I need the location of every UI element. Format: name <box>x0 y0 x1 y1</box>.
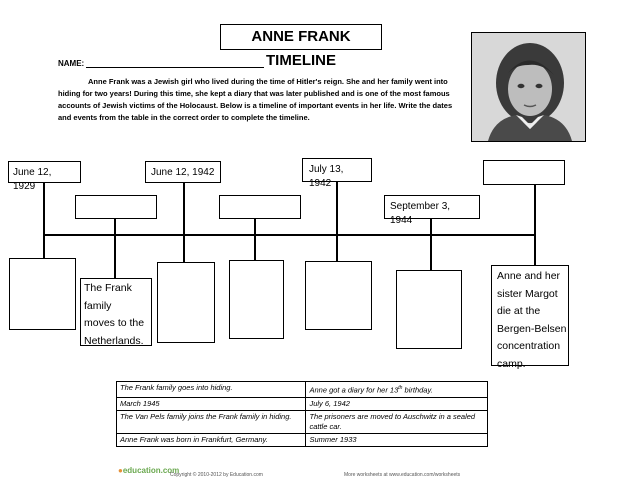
timeline-stem <box>430 219 432 270</box>
anne-frank-photo <box>471 32 586 142</box>
event-text: The Frank family moves to the Netherlands. <box>84 282 145 347</box>
table-cell: Summer 1933 <box>306 433 488 446</box>
date-box-4[interactable] <box>384 195 480 226</box>
date-box-3[interactable] <box>302 158 372 189</box>
table-row <box>117 410 488 433</box>
timeline-axis <box>43 234 535 236</box>
name-label: NAME: <box>58 59 85 68</box>
education-logo: ●education.com <box>118 466 180 475</box>
timeline-stem <box>183 183 185 262</box>
date-box-blank[interactable] <box>75 195 157 219</box>
date-label: September 3, 1944 <box>390 201 451 226</box>
date-box-blank[interactable] <box>219 195 301 219</box>
events-table <box>116 381 488 447</box>
timeline-stem <box>43 181 45 258</box>
table-cell: March 1945 <box>117 397 306 410</box>
event-text: Anne and her sister Margot die at the Bergen-Belsen concentration camp. <box>497 270 567 370</box>
event-box-blank[interactable] <box>157 262 215 343</box>
timeline-stem <box>254 219 256 260</box>
timeline-stem <box>114 219 116 278</box>
date-box-blank[interactable] <box>483 160 565 185</box>
intro-paragraph: Anne Frank was a Jewish girl who lived during the time of Hitler's reign. She and her family went into hiding for two years! During this time, she kept a diary that was later published and is one of the most famous accounts of Jewish victims of the Holocaust. Below is a timeline of important events in her life. Write the dates and events from the table in the correct order to complete the timeline. <box>58 77 453 122</box>
logo-icon: ● <box>118 466 123 475</box>
event-box-blank[interactable] <box>305 261 372 330</box>
date-label: June 12, 1942 <box>151 167 215 178</box>
event-box-blank[interactable] <box>9 258 76 330</box>
timeline-stem <box>534 185 536 265</box>
date-box-2[interactable] <box>145 161 221 183</box>
page-title: ANNE FRANK TIMELINE <box>220 24 382 50</box>
more-worksheets-link[interactable]: More worksheets at www.education.com/worksheets <box>344 472 461 478</box>
table-cell: The Van Pels family joins the Frank family in hiding. <box>117 410 306 433</box>
name-field[interactable] <box>58 59 264 68</box>
table-cell: Anne Frank was born in Frankfurt, Germany. <box>117 433 306 446</box>
copyright-text: Copyright © 2010-2012 by Education.com <box>170 472 263 478</box>
table-cell: Anne got a diary for her 13th birthday. <box>306 382 488 398</box>
timeline-stem <box>336 181 338 261</box>
date-label: July 13, 1942 <box>309 164 344 189</box>
table-cell: The prisoners are moved to Auschwitz in a sealed cattle car. <box>306 410 488 433</box>
table-cell: July 6, 1942 <box>306 397 488 410</box>
name-blank[interactable] <box>86 59 264 68</box>
event-box-blank[interactable] <box>229 260 284 339</box>
table-row <box>117 397 488 410</box>
date-label: June 12, 1929 <box>13 167 52 192</box>
table-cell: The Frank family goes into hiding. <box>117 382 306 398</box>
event-box-blank[interactable] <box>396 270 462 349</box>
table-row <box>117 433 488 446</box>
date-box-1[interactable] <box>8 161 81 192</box>
table-row <box>117 382 488 398</box>
